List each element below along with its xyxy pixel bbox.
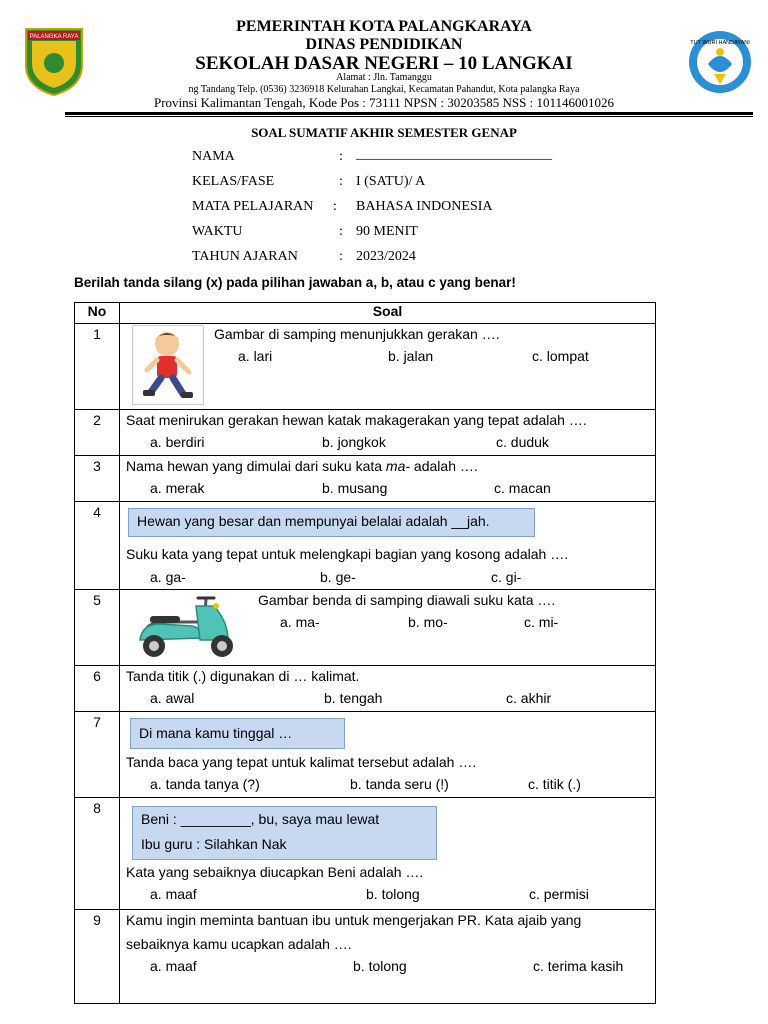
dialog-box: Beni : _________, bu, saya mau lewat Ibu guru : Silahkan Nak <box>132 806 437 860</box>
table-row: 5 Gambar benda di samping diawali suku kata …. a. ma- b. mo- c. mi- <box>75 590 656 666</box>
sentence-box: Di mana kamu tinggal … <box>130 718 345 749</box>
table-row: 2 Saat menirukan gerakan hewan katak makagerakan yang tepat adalah …. a. berdiri b. jongkok c. duduk <box>75 410 656 456</box>
header-divider-thick <box>65 112 753 115</box>
col-header-soal: Soal <box>120 303 656 324</box>
table-row: 6 Tanda titik (.) digunakan di … kalimat. a. awal b. tengah c. akhir <box>75 666 656 712</box>
header-divider-thin <box>65 116 753 117</box>
header-line-2: DINAS PENDIDIKAN <box>305 36 463 53</box>
table-row: 7 Di mana kamu tinggal … Tanda baca yang tepat untuk kalimat tersebut adalah …. a. tanda tanya (?) b. tanda seru (!) c. titik (.) <box>75 712 656 798</box>
instruction: Berilah tanda silang (x) pada pilihan jawaban a, b, atau c yang benar! <box>74 275 516 290</box>
school-name: SEKOLAH DASAR NEGERI – 10 LANGKAI <box>195 53 573 74</box>
running-boy-image <box>132 325 204 405</box>
address-line-3: Provinsi Kalimantan Tengah, Kode Pos : 73111 NPSN : 30203585 NSS : 101146001026 <box>154 95 614 110</box>
sentence-box: Hewan yang besar dan mempunyai belalai adalah __jah. <box>128 508 535 537</box>
address-line-2: ng Tandang Telp. (0536) 3236918 Kelurahan Langkai, Kecamatan Pahandut, Kota palangka Raya <box>188 84 580 95</box>
table-row: 3 Nama hewan yang dimulai dari suku kata ma- adalah …. a. merak b. musang c. macan <box>75 456 656 502</box>
col-header-no: No <box>75 303 120 324</box>
table-row: 4 Hewan yang besar dan mempunyai belalai adalah __jah. Suku kata yang tepat untuk melengkapi bagian yang kosong adalah …. a. ga- b. ge- c. gi- <box>75 502 656 590</box>
svg-text:PALANGKA RAYA: PALANGKA RAYA <box>29 34 79 40</box>
table-row: 9 Kamu ingin meminta bantuan ibu untuk mengerjakan PR. Kata ajaib yang sebaiknya kamu ucapkan adalah …. a. maaf b. tolong c. terima kasih <box>75 910 656 1004</box>
table-row: 1 Gambar di samping menunjukkan gerakan …. a. lari b. jalan c. lompat <box>75 324 656 410</box>
name-field[interactable]: ____________________________ <box>356 147 552 162</box>
scooter-image <box>130 592 242 662</box>
table-row: 8 Beni : _________, bu, saya mau lewat Ibu guru : Silahkan Nak Kata yang sebaiknya diucapkan Beni adalah …. a. maaf b. tolong c. permisi <box>75 798 656 910</box>
exam-title: SOAL SUMATIF AKHIR SEMESTER GENAP <box>251 125 517 140</box>
question-table <box>74 302 656 1004</box>
address-line-1: Alamat : Jln. Tamanggu <box>336 72 432 83</box>
header-line-1: PEMERINTAH KOTA PALANGKARAYA <box>236 18 532 35</box>
svg-text:TUT WURI HANDAYANI: TUT WURI HANDAYANI <box>690 40 750 46</box>
